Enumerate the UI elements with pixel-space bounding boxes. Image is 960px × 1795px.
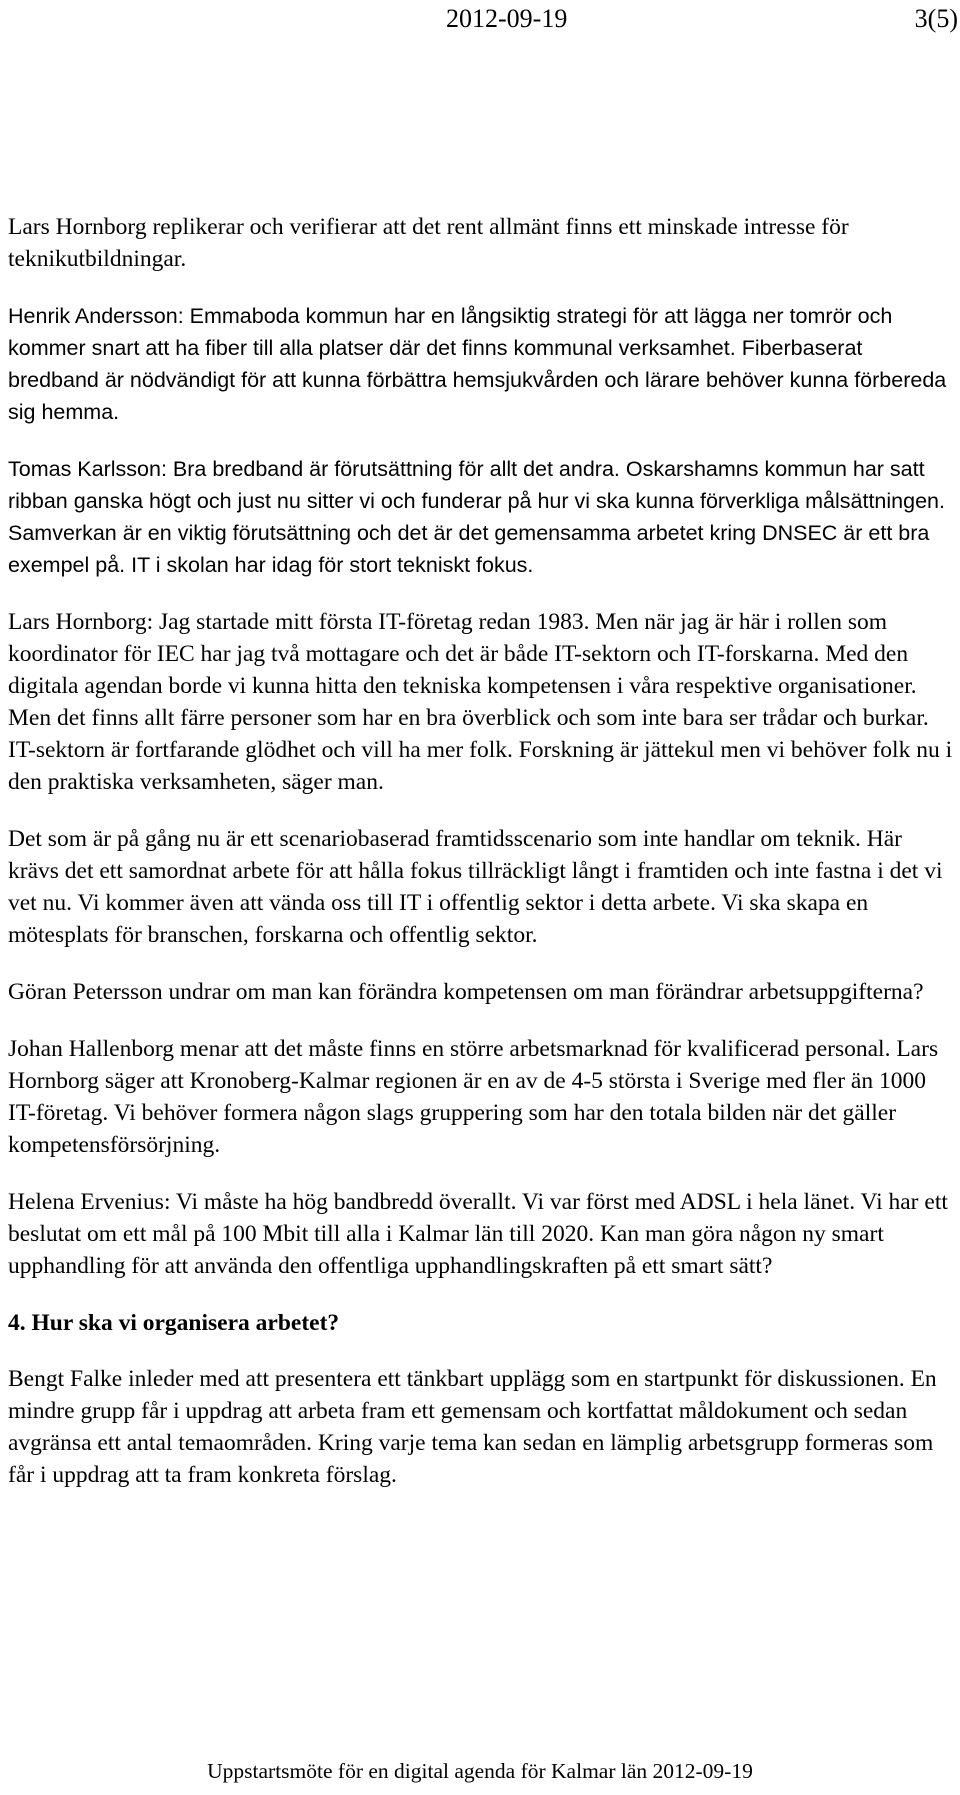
document-body: [8, 211, 956, 1516]
paragraph-hallenborg: Johan Hallenborg menar att det måste finns en större arbetsmarknad för kvalificerad personal. Lars Hornborg säger att Kronoberg-Kalmar regionen är en av de 4-5 största i Sverige med fler än 1000 IT-företag. Vi behöver formera någon slags gruppering som har den totala bilden när det gäller kompetensförsörjning.: [8, 1036, 939, 1158]
header-date: 2012-09-19: [446, 4, 568, 33]
paragraph-hornborg-intro: Lars Hornborg replikerar och verifierar att det rent allmänt finns ett minskade intresse för teknikutbildningar.: [8, 214, 849, 272]
paragraph-hornborg-iec: Lars Hornborg: Jag startade mitt första IT-företag redan 1983. Men när jag är här i rollen som koordinator för IEC har jag två mottagare och det är både IT-sektorn och IT-forskarna. Med den digitala agendan borde vi kunna hitta den tekniska kompetensen i våra respektive organisationer. Men det finns allt färre personer som har en bra överblick och som inte bara ser trådar och burkar. IT-sektorn är fortfarande glödhet och vill ha mer folk. Forskning är jättekul men vi behöver folk nu i den praktiska verksamheten, säger man.: [8, 609, 953, 795]
paragraph-ervenius: Helena Ervenius: Vi måste ha hög bandbredd överallt. Vi var först med ADSL i hela länet. Vi har ett beslutat om ett mål på 100 Mbit till alla i Kalmar län till 2020. Kan man göra någon ny smart upphandling för att använda den offentliga upphandlingskraften på ett smart sätt?: [8, 1189, 948, 1279]
page-footer: Uppstartsmöte för en digital agenda för Kalmar län 2012-09-19: [207, 1759, 753, 1783]
page-number: 3(5): [914, 4, 958, 33]
paragraph-karlsson: Tomas Karlsson: Bra bredband är förutsättning för allt det andra. Oskarshamns kommun har satt ribban ganska högt och just nu sitter vi och funderar på hur vi ska kunna förverkliga målsättningen. Samverkan är en viktig förutsättning och det är det gemensamma arbetet kring DNSEC är ett bra exempel på. IT i skolan har idag för stort tekniskt fokus.: [8, 457, 945, 577]
section-heading: 4. Hur ska vi organisera arbetet?: [8, 1310, 340, 1336]
paragraph-andersson: Henrik Andersson: Emmaboda kommun har en långsiktig strategi för att lägga ner tomrör och kommer snart att ha fiber till alla platser där det finns kommunal verksamhet. Fiberbaserat bredband är nödvändigt för att kunna förbättra hemsjukvården och lärare behöver kunna förbereda sig hemma.: [8, 304, 947, 424]
paragraph-scenario: Det som är på gång nu är ett scenariobaserad framtidsscenario som inte handlar om teknik. Här krävs det ett samordnat arbete för att hålla fokus tillräckligt långt i framtiden och inte fastna i det vi vet nu. Vi kommer även att vända oss till IT i offentlig sektor i detta arbete. Vi ska skapa en mötesplats för branschen, forskarna och offentlig sektor.: [8, 826, 943, 948]
paragraph-falke: Bengt Falke inleder med att presentera ett tänkbart upplägg som en startpunkt för diskussionen. En mindre grupp får i uppdrag att arbeta fram ett gemensam och kortfattat måldokument och sedan avgränsa ett antal temaområden. Kring varje tema kan sedan en lämplig arbetsgrupp formeras som får i uppdrag att ta fram konkreta förslag.: [8, 1366, 937, 1488]
paragraph-petersson: Göran Petersson undrar om man kan förändra kompetensen om man förändrar arbetsuppgifterna?: [8, 979, 924, 1005]
